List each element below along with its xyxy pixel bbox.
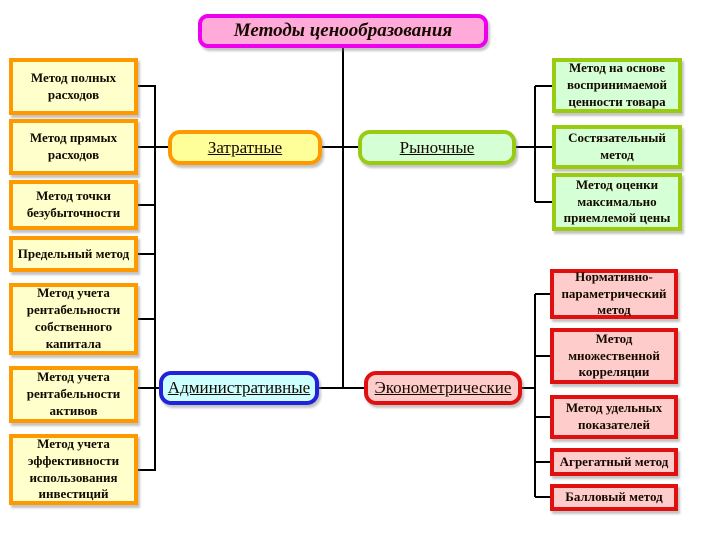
method-box-investment-efficiency: Метод учета эффективности использования инвестиций	[9, 434, 138, 505]
method-box-max-acceptable-price: Метод оценки максимально приемлемой цены	[552, 173, 682, 231]
node-cost-methods: Затратные	[168, 130, 322, 165]
method-box-break-even-point: Метод точки безубыточности	[9, 180, 138, 230]
method-box-specific-indicators: Метод удельных показателей	[550, 395, 678, 439]
node-administrative-methods: Административные	[159, 371, 319, 405]
method-box-marginal: Предельный метод	[9, 236, 138, 272]
node-econometric-methods: Эконометрические	[364, 371, 522, 405]
diagram-title: Методы ценообразования	[198, 14, 488, 48]
method-box-aggregate: Агрегатный метод	[550, 448, 678, 476]
method-box-equity-return: Метод учета рентабельности собственного капитала	[9, 283, 138, 355]
method-box-point-scoring: Балловый метод	[550, 484, 678, 511]
method-box-assets-return: Метод учета рентабельности активов	[9, 366, 138, 423]
method-box-normative-parametric: Нормативно-параметрический метод	[550, 269, 678, 319]
method-box-competitive-bidding: Состязательный метод	[552, 125, 682, 169]
method-box-direct-costs: Метод прямых расходов	[9, 119, 138, 175]
method-box-perceived-value: Метод на основе воспринимаемой ценности товара	[552, 58, 682, 113]
method-box-full-costs: Метод полных расходов	[9, 58, 138, 115]
method-box-multiple-correlation: Метод множественной корреляции	[550, 328, 678, 384]
node-market-methods: Рыночные	[358, 130, 516, 165]
